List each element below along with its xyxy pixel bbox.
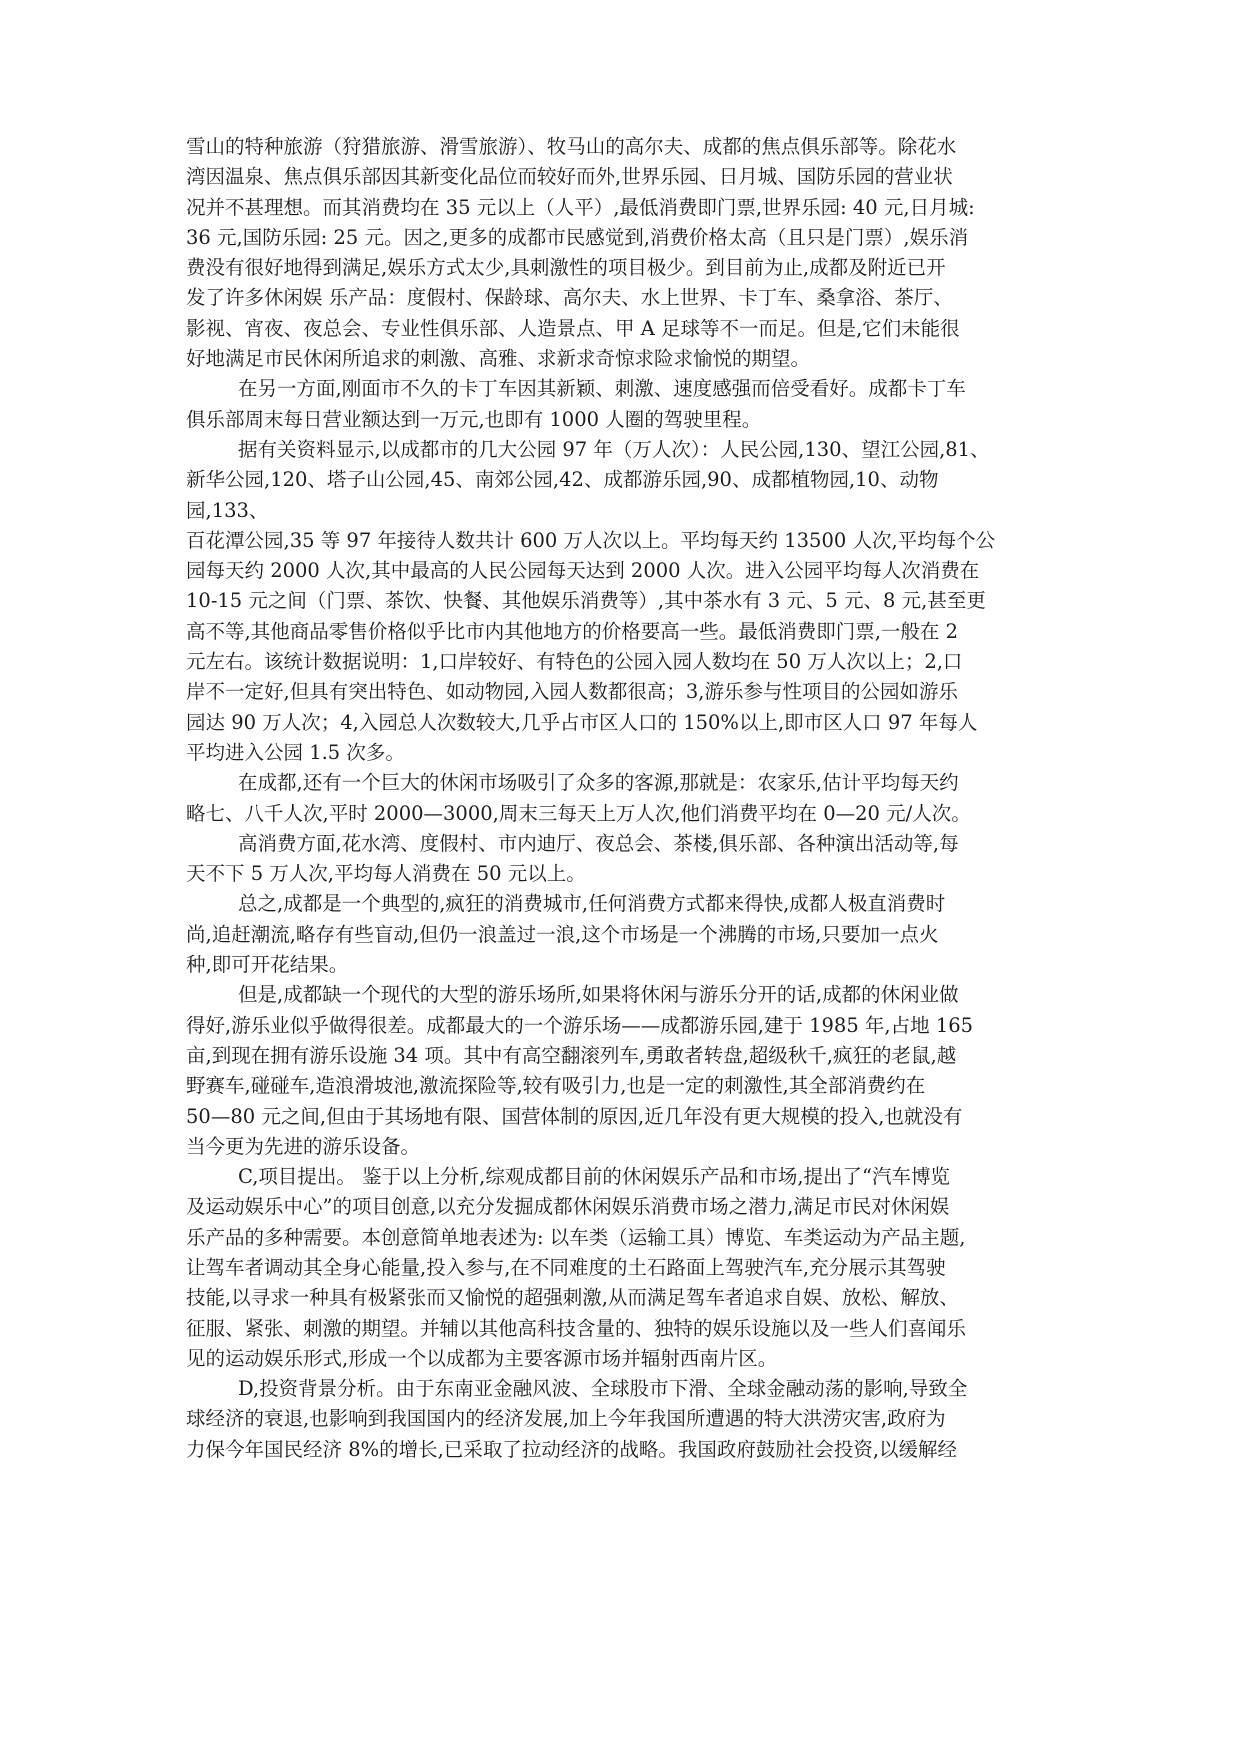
text-line: 岸不一定好,但具有突出特色、如动物园,入园人数都很高；3,游乐参与性项目的公园如游乐 bbox=[186, 680, 959, 704]
paragraph bbox=[186, 374, 1056, 435]
paragraph bbox=[186, 980, 1056, 1162]
text-line: 影视、宵夜、夜总会、专业性俱乐部、人造景点、甲 A 足球等不一而足。但是,它们未能很 bbox=[186, 316, 960, 340]
text-line: 得好,游乐业似乎做得很差。成都最大的一个游乐场——成都游乐园,建于 1985 年,占地 165 bbox=[186, 1013, 974, 1037]
text-line: 亩,到现在拥有游乐设施 34 项。其中有高空翻滚列车,勇敢者转盘,超级秋千,疯狂的老鼠,越 bbox=[186, 1043, 957, 1067]
text-line: 高不等,其他商品零售价格似乎比市内其他地方的价格要高一些。最低消费即门票,一般在 2 bbox=[186, 619, 959, 643]
text-line: 平均进入公园 1.5 次多。 bbox=[186, 740, 405, 764]
text-line: 雪山的特种旅游（狩猎旅游、滑雪旅游）、牧马山的高尔夫、成都的焦点俱乐部等。除花水 bbox=[186, 135, 957, 158]
paragraph bbox=[186, 1162, 1056, 1374]
text-line: 百花潭公园,35 等 97 年接待人数共计 600 万人次以上。平均每天约 13500 人次,平均每个公 bbox=[186, 528, 996, 552]
text-line: 力保今年国民经济 8%的增长,已采取了拉动经济的战略。我国政府鼓励社会投资,以缓解经 bbox=[186, 1437, 958, 1461]
text-line: 当今更为先进的游乐设备。 bbox=[186, 1134, 421, 1158]
text-line: 好地满足市民休闲所追求的刺激、高雅、求新求奇惊求险求愉悦的期望。 bbox=[186, 347, 811, 371]
text-line: 湾因温泉、焦点俱乐部因其新变化品位而较好而外,世界乐园、日月城、国防乐园的营业状 bbox=[186, 165, 953, 189]
paragraph bbox=[186, 132, 1056, 374]
text-line: 俱乐部周末每日营业额达到一万元,也即有 1000 人圈的驾驶里程。 bbox=[186, 407, 762, 431]
text-line: 10-15 元之间（门票、茶饮、快餐、其他娱乐消费等）,其中茶水有 3 元、5 元、8 元,甚至更 bbox=[186, 589, 986, 613]
text-line: 乐产品的多种需要。本创意简单地表述为: 以车类（运输工具）博览、车类运动为产品主题, bbox=[186, 1225, 966, 1249]
text-line: 野赛车,碰碰车,造浪滑坡池,激流探险等,较有吸引力,也是一定的刺激性,其全部消费约在 bbox=[186, 1074, 926, 1098]
text-line: 让驾车者调动其全身心能量,投入参与,在不同难度的土石路面上驾驶汽车,充分展示其驾驶 bbox=[186, 1255, 946, 1279]
text-line: 总之,成都是一个典型的,疯狂的消费城市,任何消费方式都来得快,成都人极直消费时 bbox=[238, 892, 946, 916]
text-line: 36 元,国防乐园: 25 元。因之,更多的成都市民感觉到,消费价格太高（且只是门票）,娱乐消 bbox=[186, 225, 969, 249]
text-line: 及运动娱乐中心”的项目创意,以充分发掘成都休闲娱乐消费市场之潜力,满足市民对休闲娱 bbox=[186, 1195, 950, 1219]
text-line: 种,即可开花结果。 bbox=[186, 953, 349, 977]
paragraph bbox=[186, 889, 1056, 980]
paragraph bbox=[186, 435, 1056, 768]
text-line: 技能,以寻求一种具有极紧张而又愉悦的超强刺激,从而满足驾车者追求自娱、放松、解放、 bbox=[186, 1286, 959, 1310]
document-page bbox=[186, 132, 1056, 1465]
text-line: 园达 90 万人次；4,入园总人次数较大,几乎占市区人口的 150%以上,即市区人口 97 年每人 bbox=[186, 710, 978, 734]
text-line: 况并不甚理想。而其消费均在 35 元以上（人平）,最低消费即门票,世界乐园: 40 元,日月城: bbox=[186, 195, 975, 219]
text-line: 园每天约 2000 人次,其中最高的人民公园每天达到 2000 人次。进入公园平均每人次消费在 bbox=[186, 559, 980, 583]
text-line: 在另一方面,刚面市不久的卡丁车因其新颖、刺激、速度感强而倍受看好。成都卡丁车 bbox=[238, 377, 966, 401]
text-line: 尚,追赶潮流,略存有些盲动,但仍一浪盖过一浪,这个市场是一个沸腾的市场,只要加一点火 bbox=[186, 922, 939, 946]
paragraph bbox=[186, 1374, 1056, 1465]
text-line: 发了许多休闲娱 乐产品：度假村、保龄球、高尔夫、水上世界、卡丁车、桑拿浴、茶厅、 bbox=[186, 286, 953, 310]
text-line: 元左右。该统计数据说明：1,口岸较好、有特色的公园入园人数均在 50 万人次以上；2,口 bbox=[186, 650, 963, 674]
text-line: 新华公园,120、塔子山公园,45、南郊公园,42、成都游乐园,90、成都植物园,10、动物 bbox=[186, 468, 939, 492]
text-line: 在成都,还有一个巨大的休闲市场吸引了众多的客源,那就是：农家乐,估计平均每天约 bbox=[238, 771, 959, 795]
text-line: 见的运动娱乐形式,形成一个以成都为主要客源市场并辐射西南片区。 bbox=[186, 1346, 778, 1370]
text-line: 高消费方面,花水湾、度假村、市内迪厅、夜总会、茶楼,俱乐部、各种演出活动等,每 bbox=[238, 831, 959, 855]
text-line: 球经济的衰退,也影响到我国国内的经济发展,加上今年我国所遭遇的特大洪涝灾害,政府为 bbox=[186, 1407, 946, 1431]
text-line: 费没有很好地得到满足,娱乐方式太少,具刺激性的项目极少。到目前为止,成都及附近已开 bbox=[186, 256, 946, 280]
text-line: 园,133、 bbox=[186, 498, 269, 522]
text-line: C,项目提出。 鉴于以上分析,综观成都目前的休闲娱乐产品和市场,提出了“汽车博览 bbox=[238, 1165, 950, 1189]
text-line: 征服、紧张、刺激的期望。并辅以其他高科技含量的、独特的娱乐设施以及一些人们喜闻乐 bbox=[186, 1316, 967, 1340]
paragraph bbox=[186, 829, 1056, 890]
text-line: 天不下 5 万人次,平均每人消费在 50 元以上。 bbox=[186, 862, 586, 886]
text-line: 略七、八千人次,平时 2000—3000,周末三每天上万人次,他们消费平均在 0—20 元/人次。 bbox=[186, 801, 971, 825]
text-line: 据有关资料显示,以成都市的几大公园 97 年（万人次）：人民公园,130、望江公园,81、 bbox=[238, 437, 990, 461]
text-line: 50—80 元之间,但由于其场地有限、国营体制的原因,近几年没有更大规模的投入,也就没有 bbox=[186, 1104, 963, 1128]
paragraph bbox=[186, 768, 1056, 829]
text-line: D,投资背景分析。由于东南亚金融风波、全球股市下滑、全球金融动荡的影响,导致全 bbox=[238, 1377, 968, 1401]
text-line: 但是,成都缺一个现代的大型的游乐场所,如果将休闲与游乐分开的话,成都的休闲业做 bbox=[238, 983, 959, 1007]
